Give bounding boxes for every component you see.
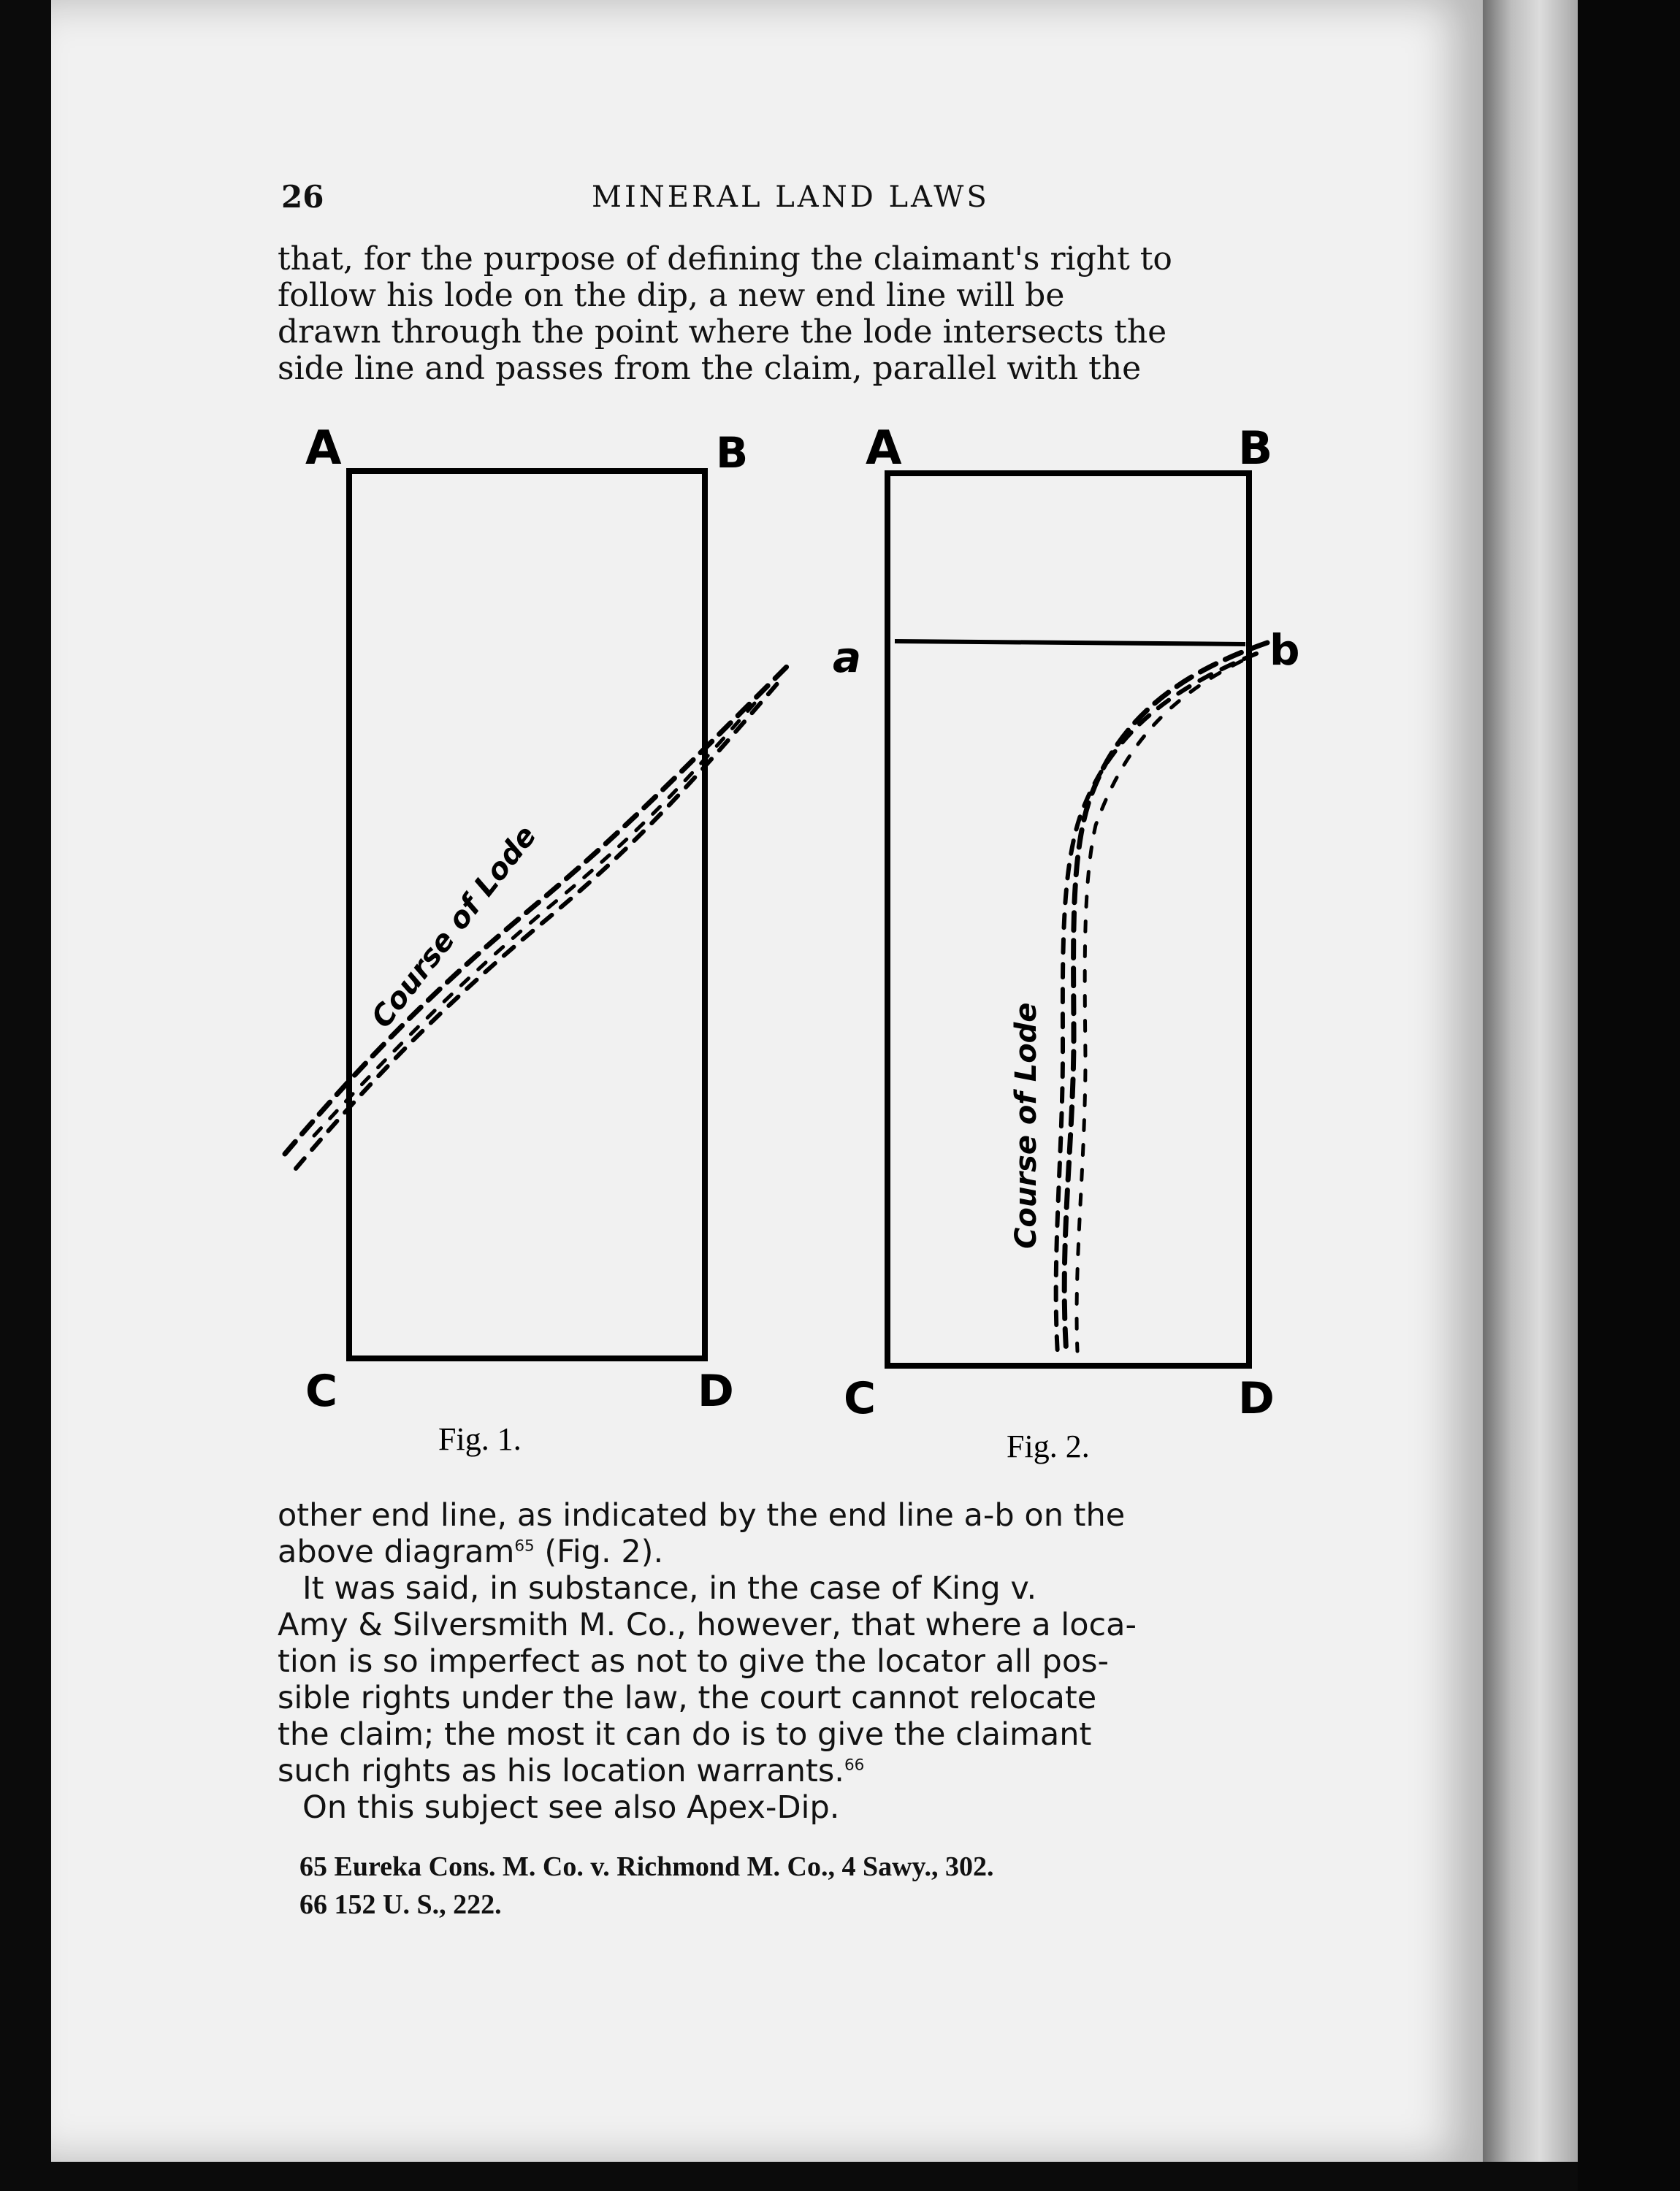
lode-label: Course of Lode [1009,1002,1043,1249]
lode-label: Course of Lode [364,819,543,1035]
bottom-paragraph [278,1497,1307,1826]
new-end-line [895,641,1245,644]
text-line [278,1753,1307,1789]
text-line: that, for the purpose of defining the claimant's right to [278,240,1172,278]
text-line: sible rights under the law, the court cannot relocate [278,1680,1097,1716]
text-line: It was said, in substance, in the case of King v. [302,1570,1037,1607]
text-line: On this subject see also Apex-Dip. [302,1789,840,1826]
claim-rectangle [887,473,1249,1366]
corner-c-label: C [305,1366,338,1417]
footnote-ref-66: 66 [844,1756,865,1775]
text-line: the claim; the most it can do is to give the claimant [278,1716,1092,1753]
lode-course [285,665,789,1169]
corner-b-label: B [716,428,749,478]
corner-a-label: A [305,421,342,475]
footnotes [299,1848,1322,1924]
text-line: tion is so imperfect as not to give the locator all pos- [278,1643,1110,1680]
footnote-66: 66 152 U. S., 222. [299,1889,502,1920]
corner-c-label: C [844,1373,877,1424]
page-number: 26 [281,179,324,215]
text-line: side line and passes from the claim, parallel with the [278,350,1142,387]
text-fragment: above diagram [278,1534,515,1570]
end-line-a-label: a [833,632,862,682]
figure-caption: Fig. 2. [1007,1429,1090,1464]
end-line-b-label: b [1269,625,1300,675]
figure-2 [833,421,1300,1464]
text-fragment: (Fig. 2). [534,1534,664,1570]
figure-caption: Fig. 1. [438,1421,522,1457]
running-head: MINERAL LAND LAWS [592,180,990,214]
text-line: Amy & Silversmith M. Co., however, that where a loca- [278,1607,1137,1643]
corner-d-label: D [1238,1373,1275,1424]
lode-course [1056,643,1267,1355]
text-fragment: such rights as his location warrants. [278,1753,844,1789]
text-line: drawn through the point where the lode intersects the [278,313,1167,351]
corner-b-label: B [1238,421,1273,475]
text-line [278,1534,1307,1570]
figure-1 [285,421,789,1457]
text-line: follow his lode on the dip, a new end line will be [278,277,1065,314]
footnote-ref-65: 65 [514,1537,535,1556]
corner-d-label: D [698,1366,734,1417]
corner-a-label: A [866,421,902,475]
footnote-65: 65 Eureka Cons. M. Co. v. Richmond M. Co., 4 Sawy., 302. [299,1851,994,1882]
text-line: other end line, as indicated by the end line a-b on the [278,1497,1126,1534]
